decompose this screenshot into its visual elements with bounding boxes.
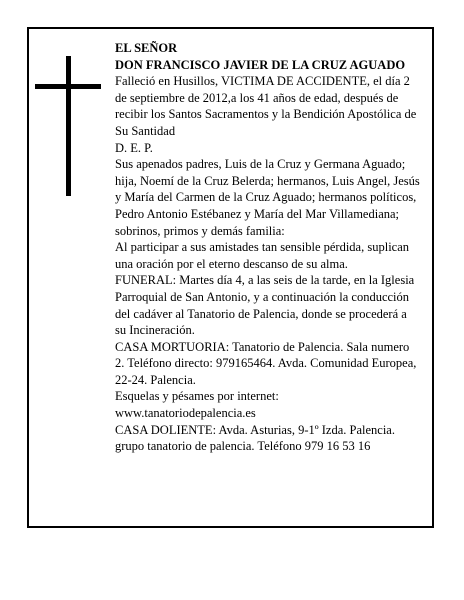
- dep-text: D. E. P.: [115, 140, 153, 155]
- cross-icon-vertical-bar: [66, 56, 71, 196]
- family-text: Sus apenados padres, Luis de la Cruz y Germana Aguado; hija, Noemí de la Cruz Belerda; hermanos, Luis Angel, Jesús y María del Carmen de la Cruz Aguado; hermanos políticos, Pedro Antonio Estébanez y María del Mar Villamediana; sobrinos, primos y demás familia:: [115, 157, 420, 238]
- footer-text: grupo tanatorio de palencia. Teléfono 979 16 53 16: [115, 439, 371, 454]
- funeral-text: FUNERAL: Martes día 4, a las seis de la tarde, en la Iglesia Parroquial de San Antonio, y a continuación la conducción del cadáver al Tanatorio de Palencia, donde se procederá a su Incineración.: [115, 273, 415, 338]
- notice-text: [115, 40, 420, 455]
- casa-doliente-text: CASA DOLIENTE: Avda. Asturias, 9-1º Izda. Palencia.: [115, 422, 395, 437]
- esquelas-label: Esquelas y pésames por internet:: [115, 389, 279, 404]
- request-text: Al participar a sus amistades tan sensible pérdida, suplican una oración por el eterno descanso de su alma.: [115, 240, 410, 271]
- deceased-name: DON FRANCISCO JAVIER DE LA CRUZ AGUADO: [115, 57, 406, 72]
- heading-title: EL SEÑOR: [115, 41, 178, 55]
- death-info: Falleció en Husillos, VICTIMA DE ACCIDENTE, el día 2 de septiembre de 2012,a los 41 años de edad, después de recibir los Santos Sacramentos y la Bendición Apostólica de Su Santidad: [115, 74, 417, 138]
- casa-mortuoria-text: CASA MORTUORIA: Tanatorio de Palencia. Sala numero 2. Teléfono directo: 979165464. Avda. Comunidad Europea, 22-24. Palencia.: [115, 339, 417, 387]
- website-text: www.tanatoriodepalencia.es: [115, 406, 256, 421]
- cross-icon-horizontal-bar: [35, 84, 101, 89]
